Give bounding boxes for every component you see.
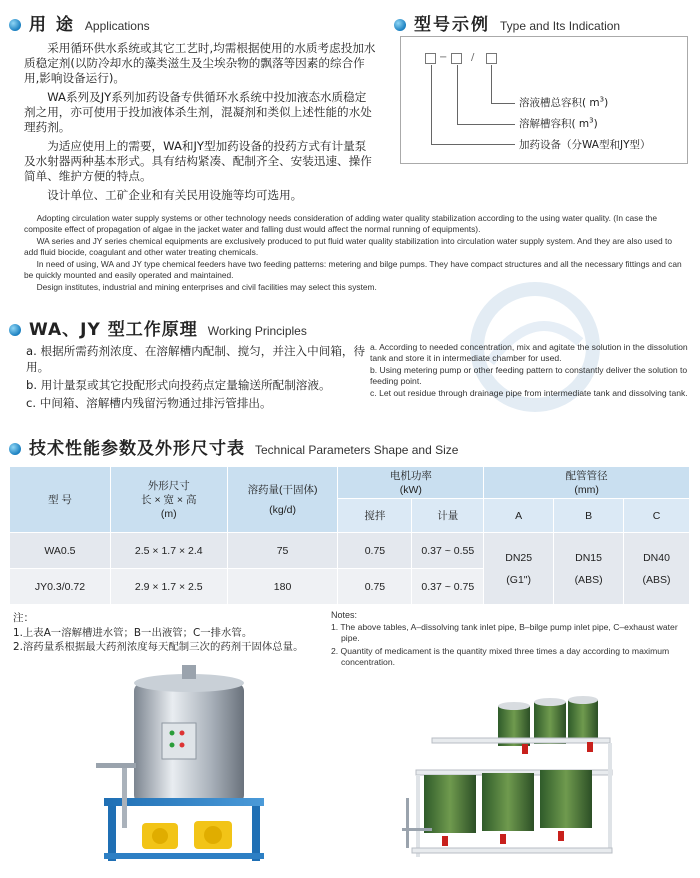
cell-stir: 0.75 [338, 569, 412, 605]
cell-meter: 0.37 ~ 0.55 [412, 533, 484, 569]
principle-cn-item: b. 用计量泵或其它投配形式向投药点定量输送所配制溶液。 [26, 378, 331, 392]
notes-en [331, 610, 691, 667]
cell-dosage: 180 [227, 569, 338, 605]
table-row [10, 533, 690, 569]
applications-title-en: Applications [84, 19, 150, 33]
principles-heading [9, 315, 307, 340]
bullet-icon [394, 19, 406, 31]
header-pipe-a: A [484, 499, 554, 533]
header-model: 型 号 [10, 467, 111, 533]
applications-cn-paragraph: 为适应使用上的需要，WA和JY型加药设备的投药方式有计量泵及水射器两种基本形式。具有结构紧凑、配制齐全、安装迅速、操作简单、维护方便的特点。 [24, 139, 372, 183]
type-title-cn: 型号示例 [414, 15, 490, 35]
applications-heading [9, 10, 150, 35]
cell-dims: 2.9 × 1.7 × 2.5 [110, 569, 227, 605]
principles-title-en: Working Principles [207, 324, 307, 338]
applications-cn-paragraph: WA系列及JY系列加药设备专供循环水系统中投加液态水质稳定剂之用，亦可使用于投加液体杀生剂，混凝剂和类似上述性能的水处理药剂。 [24, 90, 372, 134]
bullet-icon [9, 19, 21, 31]
header-dims: 外形尺寸 长 × 宽 × 高 (m) [110, 467, 227, 533]
type-heading [394, 10, 620, 35]
cell-pipe-c: DN40 (ABS) [624, 533, 690, 605]
applications-en-paragraph: Design institutes, industrial and mining enterprises and civil facilities may select this system. [36, 282, 377, 292]
leader-line [457, 124, 515, 125]
header-pipe-b: B [554, 499, 624, 533]
principle-en-item: c. Let out residue through drainage pipe from intermediate tank and dissolving tank. [370, 388, 688, 398]
type-box-equipment [425, 53, 436, 64]
header-stir: 搅拌 [338, 499, 412, 533]
cell-model: JY0.3/0.72 [10, 569, 111, 605]
header-meter: 计量 [412, 499, 484, 533]
type-title-en: Type and Its Indication [500, 19, 621, 33]
type-label-equipment: 加药设备（分WA型和JY型） [519, 139, 651, 151]
header-power: 电机功率 (kW) [338, 467, 484, 499]
cell-meter: 0.37 ~ 0.75 [412, 569, 484, 605]
spec-table [9, 466, 690, 605]
applications-en-paragraph: In need of using, WA and JY type chemical feeders have two feeding patterns: metering and bilge pumps. They have compact structures and all the necessary fittings and can be quickly mounted and easily operated and maintained. [24, 259, 682, 280]
photo-jy-equipment [402, 678, 616, 868]
note-en-item: 1. The above tables, A–dissolving tank inlet pipe, B–bilge pump inlet pipe, C–exhaust water pipe. [331, 622, 678, 643]
leader-line [491, 103, 515, 104]
leader-line [431, 144, 515, 145]
note-cn-item: 1.上表A一溶解槽进水管；B一出液管；C一排水管。 [13, 627, 253, 639]
applications-en-paragraph: WA series and JY series chemical equipments are exclusively produced to put fluid water quality stabilization into circulation water supply system. And they are also used to add fluid biocide, coagulant and other water treating chemicals. [24, 236, 673, 257]
bullet-icon [9, 324, 21, 336]
photo-wa-equipment [94, 663, 274, 868]
type-label-total: 溶液槽总容积( $m^3$) [519, 95, 609, 109]
type-separator-slash: / [471, 52, 475, 63]
note-en-item: 2. Quantity of medicament is the quantity mixed three times a day according to maximum concentration. [331, 646, 670, 667]
header-pipe: 配管管径 (mm) [484, 467, 690, 499]
technical-title-cn: 技术性能参数及外形尺寸表 [29, 439, 245, 459]
technical-heading [9, 434, 458, 459]
cell-model: WA0.5 [10, 533, 111, 569]
principles-en-list [370, 342, 688, 401]
applications-cn-paragraph: 采用循环供水系统或其它工艺时,均需根据使用的水质考虑投加水质稳定剂(以防冷却水的藻类滋生及尘埃杂物的飘落等因素的综合作用,影响设备运行)。 [24, 41, 376, 85]
cell-stir: 0.75 [338, 533, 412, 569]
leader-line [491, 65, 492, 103]
notes-title-en: Notes: [331, 610, 358, 620]
note-cn-item: 2.溶药量系根据最大药剂浓度每天配制三次的药剂干固体总量。 [13, 641, 304, 653]
cell-pipe-b: DN15 (ABS) [554, 533, 624, 605]
principle-en-item: a. According to needed concentration, mix and agitate the solution in the dissolution tank and store it in intermediate chamber for used. [370, 342, 688, 363]
type-label-dissolve: 溶解槽容积( $m^3$) [519, 116, 598, 130]
principle-en-item: b. Using metering pump or other feeding pattern to constantly deliver the solution to feeding point. [370, 365, 688, 386]
principles-cn-list [26, 343, 366, 413]
applications-title-cn: 用 途 [29, 15, 75, 35]
cell-pipe-a: DN25 (G1") [484, 533, 554, 605]
leader-line [457, 65, 458, 124]
principle-cn-item: c. 中间箱、溶解槽内残留污物通过排污管排出。 [26, 396, 272, 410]
cell-dosage: 75 [227, 533, 338, 569]
header-dosage: 溶药量(干固体) (kg/d) [227, 467, 338, 533]
bullet-icon [9, 443, 21, 455]
type-diagram [400, 36, 688, 164]
applications-cn-paragraph: 设计单位、工矿企业和有关民用设施等均可选用。 [47, 188, 303, 202]
leader-line [431, 65, 432, 144]
principle-cn-item: a. 根据所需药剂浓度、在溶解槽内配制、搅匀，并注入中间箱，待用。 [26, 344, 366, 374]
cell-dims: 2.5 × 1.7 × 2.4 [110, 533, 227, 569]
type-box-total [486, 53, 497, 64]
technical-title-en: Technical Parameters Shape and Size [255, 443, 459, 457]
type-box-dissolve [451, 53, 462, 64]
notes-title-cn: 注： [13, 612, 34, 624]
applications-cn-text [24, 41, 376, 207]
notes-cn [13, 610, 333, 654]
applications-en-paragraph: Adopting circulation water supply systems or other technology needs consideration of adding water quality stabilization according to the using water quality. (In case the composite effect of propagation of algae in the jacket water and falling dust would affect the normal running of equipments). [24, 213, 658, 234]
type-separator-dash: − [439, 52, 448, 63]
header-pipe-c: C [624, 499, 690, 533]
principles-title-cn: WA、JY 型工作原理 [29, 320, 198, 340]
